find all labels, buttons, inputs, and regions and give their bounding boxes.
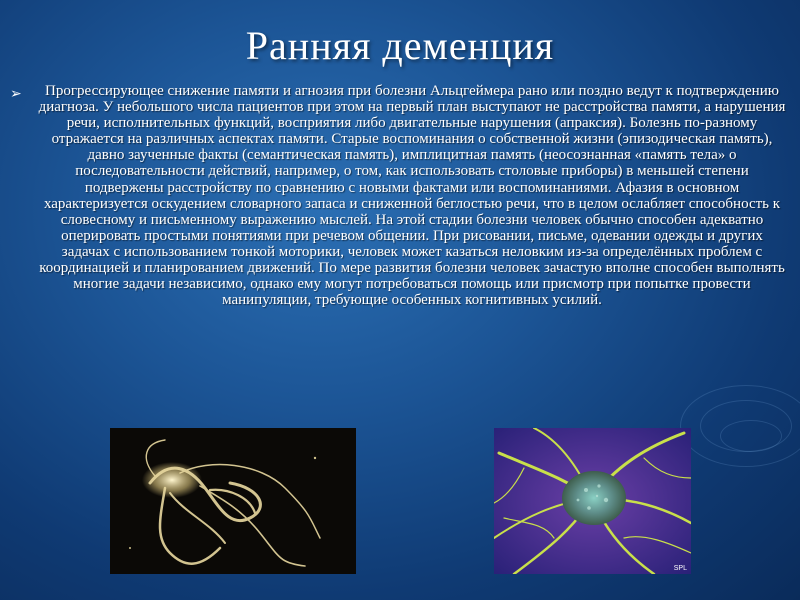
neuron-cell-image	[494, 428, 691, 574]
slide-title: Ранняя деменция	[245, 23, 555, 68]
bullet-arrow-icon: ➢	[10, 86, 22, 102]
slide-body	[36, 83, 788, 308]
photo-credit: SPL	[673, 565, 687, 572]
body-paragraph: Прогрессирующее снижение памяти и агнозия при болезни Альцгеймера рано или поздно ведут к подтверждению диагноза. У небольшого числа пациентов при этом на первый план выступают не расстройства памяти, а нарушения речи, исполнительных функций, восприятия либо двигательные нарушения (апраксия). Болезнь по-разному отражается на различных аспектах памяти. Старые воспоминания о собственной жизни (эпизодическая память), давно заученные факты (семантическая память), имплицитная память (неосознанная «память тела» о последовательности действий, например, о том, как использовать столовые приборы) в меньшей степени подвержены расстройству по сравнению с новыми фактами или воспоминаниями. Афазия в основном характеризуется оскудением словарного запаса и сниженной беглостью речи, что в целом ослабляет способность к словесному и письменному выражению мыслей. На этой стадии болезни человек обычно способен адекватно оперировать простыми понятиями при речевом общении. При рисовании, письме, одевании одежды и других задачах с использованием тонкой моторики, человек может казаться неловким из-за определённых проблем с координацией и планированием движений. По мере развития болезни человек зачастую вполне способен выполнять многие задачи независимо, однако ему могут потребоваться помощь или присмотр при попытке провести манипуляции, требующие особенных когнитивных усилий.	[38, 83, 786, 309]
background-ripple	[720, 420, 782, 452]
neuron-glow-image	[110, 428, 356, 574]
